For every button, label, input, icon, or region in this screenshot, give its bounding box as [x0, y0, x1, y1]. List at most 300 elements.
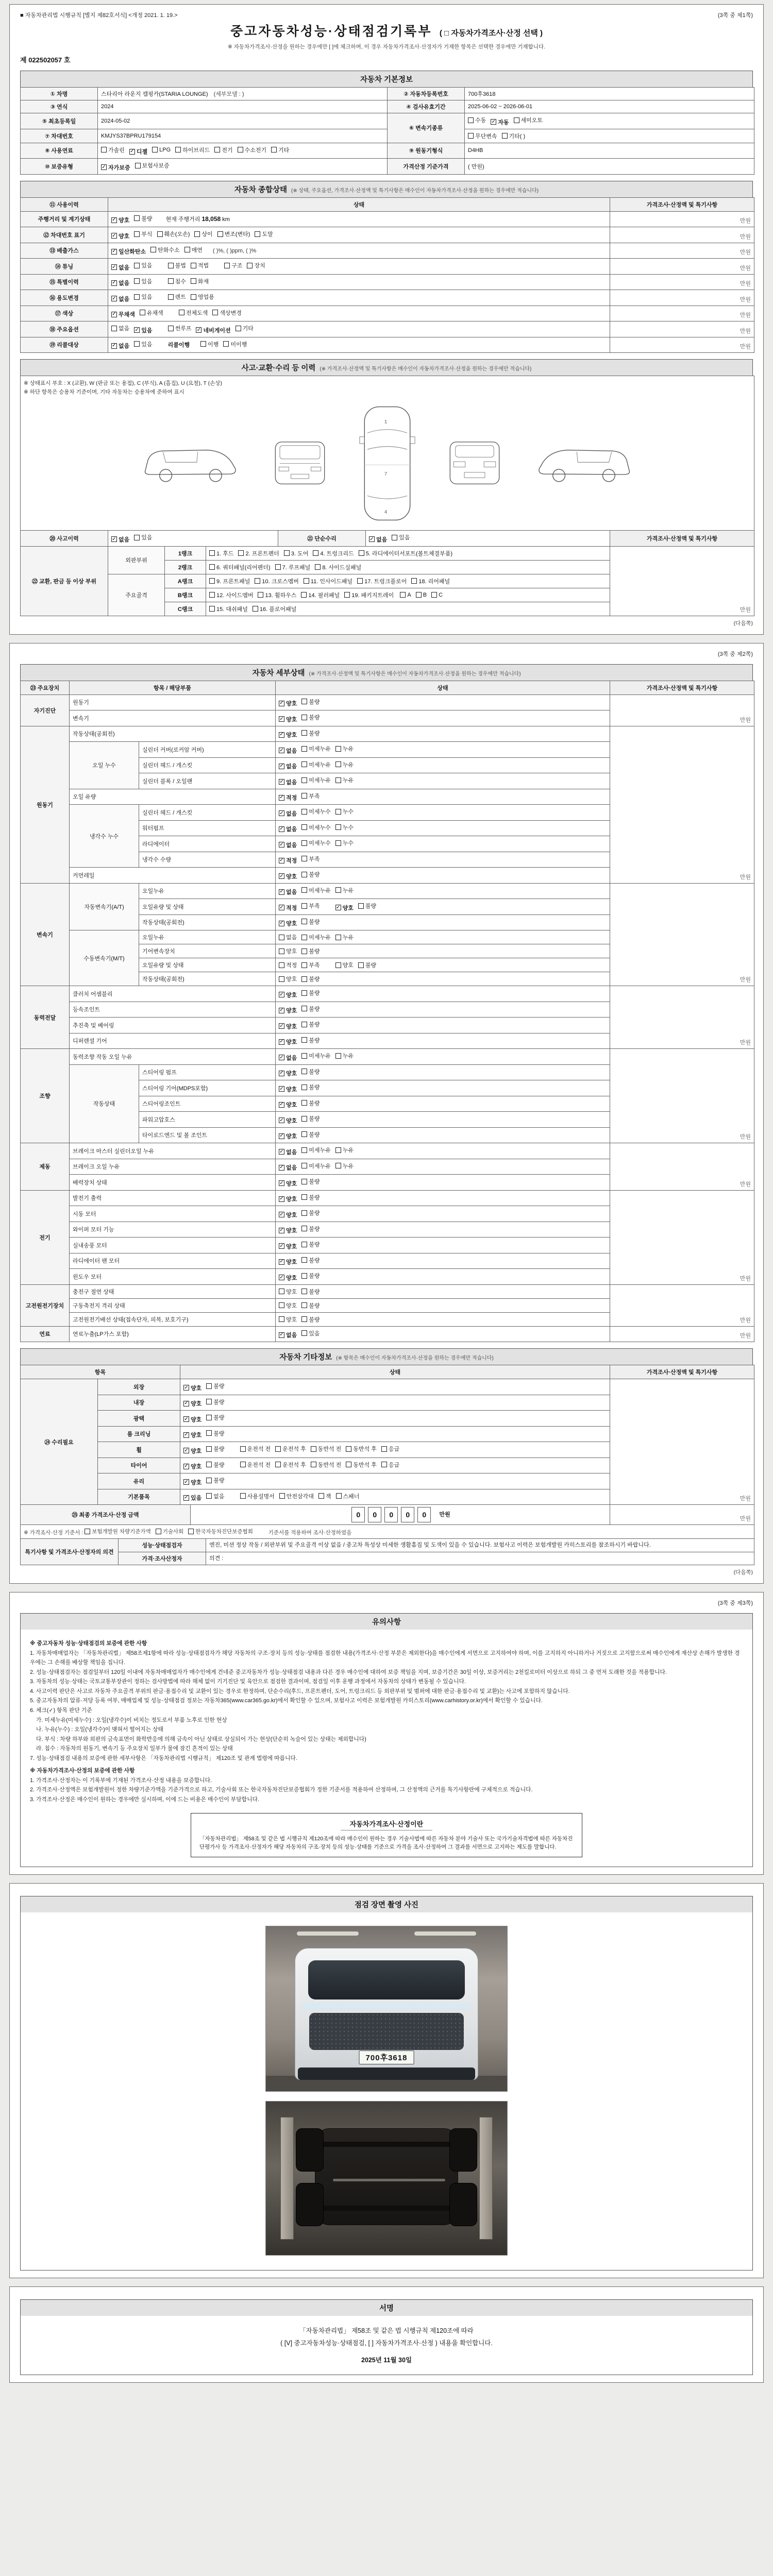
checkbox-box-icon: [175, 147, 181, 152]
checkbox-있음[interactable]: [134, 533, 152, 541]
car-diagram-rear-icon: [441, 434, 508, 493]
checkbox-label: 하이브리드: [182, 147, 210, 154]
checkbox-변조(변타)[interactable]: [217, 230, 250, 238]
checkbox-기술사회[interactable]: [156, 1528, 184, 1535]
checkbox-불량[interactable]: [301, 1240, 320, 1248]
checkbox-수소전기[interactable]: [238, 146, 267, 154]
final-price-digit-boxes: [350, 1512, 432, 1518]
row-label-tuning: ⑭ 튜닝: [21, 259, 108, 275]
checkbox-불량[interactable]: [134, 214, 152, 223]
checkbox-label: 양호: [286, 1102, 297, 1108]
checkbox-없음[interactable]: [279, 825, 297, 833]
checkbox-label: 양호: [342, 905, 354, 911]
text-line: 다. 부식 : 차량 하부와 외판의 금속표면이 화학반응에 의해 금속이 아닌 상태로 상실되어 가는 현상(단순히 녹슬어 있는 상태는 제외합니다): [30, 1736, 366, 1742]
checkbox-자가보증[interactable]: [101, 163, 130, 172]
checkbox-label: 없음: [119, 296, 130, 302]
checkbox-부족[interactable]: [301, 961, 320, 969]
checkbox-label: 렌트: [175, 294, 186, 300]
checkbox-불량[interactable]: [301, 1256, 320, 1264]
group-label-steering: 조향: [21, 1049, 70, 1143]
checkbox-영업용[interactable]: [191, 293, 214, 301]
checkbox-운전석-전[interactable]: [240, 1445, 271, 1453]
checkbox-스패너[interactable]: [336, 1492, 360, 1500]
checkbox-양호[interactable]: [279, 1006, 297, 1014]
checkbox-box-icon: [301, 1330, 307, 1336]
checkbox-양호[interactable]: [279, 872, 297, 880]
checkbox-누수[interactable]: [335, 839, 354, 847]
checkbox-19.-패키지트레이[interactable]: [344, 591, 394, 599]
item-label: 기어변속장치: [139, 944, 276, 958]
checkbox-있음[interactable]: [301, 1329, 320, 1337]
photos-body: [20, 1912, 753, 2270]
checkbox-양호[interactable]: [279, 1242, 297, 1250]
checkbox-누유[interactable]: [335, 744, 354, 753]
checkbox-16.-플로어패널[interactable]: [253, 605, 296, 613]
checkbox-label: 미세누수: [309, 809, 331, 815]
checkbox-전기[interactable]: [214, 146, 232, 154]
checkbox-없음[interactable]: [206, 1492, 224, 1500]
wheel: [296, 2128, 324, 2172]
text-line: 가. 미세누유(미세누수) : 오일(냉각수)이 비치는 정도로서 부품 노후로 인한 현상: [30, 1717, 227, 1723]
checkbox-양호[interactable]: [279, 1274, 297, 1282]
checkbox-불량[interactable]: [301, 1005, 320, 1013]
checkbox-불량[interactable]: [301, 713, 320, 721]
checkbox-없음[interactable]: [111, 535, 129, 544]
checkbox-없음[interactable]: [111, 324, 129, 332]
checkbox-무단변속[interactable]: [468, 132, 497, 140]
checkbox-불량[interactable]: [206, 1476, 224, 1484]
checkbox-양호[interactable]: [279, 1132, 297, 1140]
checkbox-누유[interactable]: [335, 933, 354, 941]
checkbox-유채색[interactable]: [140, 309, 163, 317]
checkbox-box-icon: [431, 592, 437, 598]
checkbox-양호[interactable]: [279, 919, 297, 927]
checkbox-box-icon: [255, 578, 260, 584]
checkbox-미세누수[interactable]: [301, 839, 331, 847]
price-cell: 만원: [610, 211, 754, 227]
checkbox-없음[interactable]: [279, 747, 297, 755]
checkbox-미이행[interactable]: [223, 340, 247, 348]
checkbox-상이[interactable]: [194, 230, 212, 238]
checkbox-미세누유[interactable]: [301, 886, 331, 894]
checkbox-있음[interactable]: [134, 340, 152, 348]
checkbox-불량[interactable]: [301, 1177, 320, 1185]
checkbox-있음[interactable]: [134, 326, 152, 334]
checkbox-없음[interactable]: [279, 1163, 297, 1172]
vehicle-name: 스타리아 라운지 캠핑카(STARIA LOUNGE): [101, 91, 208, 97]
checkbox-네비게이션[interactable]: [196, 326, 230, 334]
checkbox-동반석-후[interactable]: [346, 1461, 377, 1469]
checkbox-label: 있음: [141, 263, 153, 269]
checkbox-없음[interactable]: [279, 762, 297, 770]
checkbox-box-icon: [301, 1316, 307, 1322]
checkbox-box-icon: [301, 1069, 307, 1074]
price-cell: 만원: [610, 1049, 754, 1143]
checkbox-B[interactable]: [416, 592, 427, 598]
checkbox-5.-라디에이터서포트(볼트체결부품)[interactable]: [359, 549, 452, 557]
checkbox-보험개발원-차량기준가액[interactable]: [85, 1528, 151, 1535]
svg-text:4: 4: [384, 509, 388, 515]
checkbox-label: 미세누유: [309, 761, 331, 768]
checkbox-12.-사이드멤버[interactable]: [209, 591, 253, 599]
checkbox-8.-사이드실패널[interactable]: [315, 563, 361, 571]
checkbox-미세누유[interactable]: [301, 1146, 331, 1154]
checkbox-불량[interactable]: [301, 918, 320, 926]
checkbox-불량[interactable]: [301, 1067, 320, 1076]
checkbox-있음[interactable]: [183, 1494, 201, 1502]
price-cell: 만원: [610, 1379, 754, 1505]
checkbox-불량[interactable]: [301, 989, 320, 997]
checkbox-양호[interactable]: [279, 1315, 297, 1324]
checkbox-없음[interactable]: [111, 279, 129, 287]
checkbox-이행[interactable]: [200, 340, 219, 348]
checkbox-하이브리드[interactable]: [175, 146, 210, 154]
checkbox-불량[interactable]: [301, 1287, 320, 1296]
checkbox-양호[interactable]: [279, 1038, 297, 1046]
checkbox-누수[interactable]: [335, 807, 354, 816]
checkbox-box-icon: [502, 133, 508, 139]
checkbox-응급[interactable]: [381, 1461, 399, 1469]
checkbox-양호[interactable]: [279, 715, 297, 723]
checkbox-box-icon: [275, 564, 281, 570]
checkbox-양호[interactable]: [279, 1085, 297, 1093]
checkbox-양호[interactable]: [183, 1384, 201, 1392]
checkbox-양호[interactable]: [279, 731, 297, 739]
checkbox-보험사보증[interactable]: [135, 161, 170, 170]
checkbox-누유[interactable]: [335, 760, 354, 769]
checkbox-잭[interactable]: [318, 1492, 331, 1500]
checkbox-운전석-후[interactable]: [275, 1445, 306, 1453]
checkbox-안전삼각대[interactable]: [279, 1492, 314, 1500]
checkbox-label: 구조: [231, 263, 243, 269]
checkbox-양호[interactable]: [183, 1447, 201, 1455]
checkbox-label: 없음: [119, 264, 130, 271]
checkbox-label: 없음: [286, 1165, 297, 1171]
checkbox-없음[interactable]: [279, 1054, 297, 1062]
checkbox-양호[interactable]: [279, 1287, 297, 1296]
checkbox-15.-대쉬패널[interactable]: [209, 605, 248, 613]
checkbox-양호[interactable]: [279, 699, 297, 707]
checkbox-적정[interactable]: [279, 904, 297, 912]
checkbox-적정[interactable]: [279, 856, 297, 865]
checkbox-불량[interactable]: [206, 1413, 224, 1421]
checkbox-미세누유[interactable]: [301, 1162, 331, 1170]
checkbox-불량[interactable]: [301, 1036, 320, 1044]
checkbox-11.-인사이드패널[interactable]: [304, 577, 352, 585]
checkbox-사용설명서[interactable]: [240, 1492, 275, 1500]
price-cell: 만원: [610, 1143, 754, 1191]
checkbox-label: 양호: [286, 1243, 297, 1250]
checkbox-box-icon: [301, 1084, 307, 1090]
checkbox-동반석-후[interactable]: [346, 1445, 377, 1453]
checkbox-불량[interactable]: [301, 1130, 320, 1139]
checkbox-양호[interactable]: [335, 904, 354, 912]
checkbox-box-icon: [301, 935, 307, 940]
checkbox-썬루프[interactable]: [168, 324, 192, 332]
checkbox-부족[interactable]: [301, 792, 320, 800]
checkbox-없음[interactable]: [111, 342, 129, 350]
item-label: 커먼레일: [70, 868, 276, 884]
checkbox-양호[interactable]: [279, 1226, 297, 1234]
field-label: ⑥ 변속기종류: [388, 113, 465, 143]
emission-values: ( )%, ( )ppm, ( )%: [212, 248, 257, 254]
checkbox-없음[interactable]: [111, 263, 129, 272]
checkbox-box-icon: [279, 948, 284, 954]
checkbox-양호[interactable]: [279, 1100, 297, 1109]
checkbox-C[interactable]: [431, 592, 443, 598]
checkbox-A[interactable]: [400, 592, 411, 598]
checkbox-box-icon: [301, 1163, 307, 1168]
checkbox-불량[interactable]: [301, 1272, 320, 1280]
checkbox-불량[interactable]: [358, 902, 376, 910]
photo-underside-view: [265, 2101, 508, 2256]
checkbox-양호[interactable]: [279, 1022, 297, 1030]
checkbox-미세누유[interactable]: [301, 744, 331, 753]
tuning-checks: [111, 261, 157, 272]
rankA-label: A랭크: [165, 574, 206, 588]
checkbox-box-icon: ✓: [112, 536, 116, 542]
checkbox-box-icon: [311, 1446, 316, 1452]
checkbox-불량[interactable]: [301, 698, 320, 706]
checkbox-운전석-후[interactable]: [275, 1461, 306, 1469]
state-checks-b: [335, 901, 381, 912]
mileage-checks: [111, 216, 157, 223]
checkbox-불량[interactable]: [301, 1083, 320, 1091]
checkbox-17.-트렁크플로어[interactable]: [357, 577, 407, 585]
checkbox-6.-쿼터패널(리어펜더)[interactable]: [209, 563, 271, 571]
checkbox-4.-트렁크리드[interactable]: [313, 549, 354, 557]
checkbox-미세누유[interactable]: [301, 760, 331, 769]
checkbox-없음[interactable]: [279, 888, 297, 896]
item-label: 등속조인트: [70, 1002, 276, 1018]
state-checks: [276, 1002, 610, 1018]
checkbox-없음[interactable]: [279, 933, 297, 941]
checkbox-box-icon: [238, 550, 244, 556]
checkbox-있음[interactable]: [134, 293, 152, 301]
checkbox-불량[interactable]: [358, 961, 376, 969]
checkbox-10.-크로스멤버[interactable]: [255, 577, 298, 585]
checkbox-label: 보험개발원 차량기준가액: [92, 1529, 151, 1535]
section-title-signature: 서명: [20, 2299, 753, 2316]
checkbox-box-icon: [301, 1194, 307, 1200]
checkbox-불량[interactable]: [301, 729, 320, 737]
checkbox-세미오토[interactable]: [514, 116, 543, 124]
checkbox-불량[interactable]: [301, 1301, 320, 1310]
checkbox-적정[interactable]: [279, 961, 297, 969]
checkbox-기타[interactable]: [271, 146, 289, 154]
checkbox-수동[interactable]: [468, 116, 486, 124]
checkbox-가솔린[interactable]: [101, 146, 125, 154]
checkbox-양호[interactable]: [279, 947, 297, 955]
checkbox-누유[interactable]: [335, 1162, 354, 1170]
checkbox-9.-프론트패널[interactable]: [209, 577, 250, 585]
checkbox-미세누수[interactable]: [301, 807, 331, 816]
checkbox-부족[interactable]: [301, 855, 320, 863]
state-checks: [276, 1112, 610, 1128]
checkbox-없음[interactable]: [369, 535, 387, 544]
checkbox-디젤[interactable]: [129, 147, 147, 156]
rankC-label: C랭크: [165, 602, 206, 616]
checkbox-13.-휠하우스[interactable]: [258, 591, 296, 599]
checkbox-양호[interactable]: [111, 232, 129, 240]
state-checks: [276, 773, 610, 789]
sub-label-operation: 작동상태: [70, 1064, 139, 1143]
checkbox-불량[interactable]: [206, 1429, 224, 1437]
checkbox-양호[interactable]: [183, 1415, 201, 1423]
state-checks: [276, 972, 610, 986]
checkbox-1.-후드[interactable]: [209, 549, 233, 557]
checkbox-7.-루프패널[interactable]: [275, 563, 311, 571]
checkbox-불량[interactable]: [206, 1398, 224, 1406]
checkbox-불량[interactable]: [301, 1225, 320, 1233]
checkbox-양호[interactable]: [183, 1431, 201, 1439]
checkbox-양호[interactable]: [279, 1069, 297, 1077]
checkbox-불량[interactable]: [301, 947, 320, 955]
checkbox-부족[interactable]: [301, 902, 320, 910]
checkbox-14.-필러패널[interactable]: [301, 591, 340, 599]
checkbox-미세누수[interactable]: [301, 823, 331, 832]
checkbox-미세누유[interactable]: [301, 776, 331, 784]
checkbox-label: 미세누유: [309, 935, 331, 941]
photo-front-view: [265, 1926, 508, 2092]
checkbox-양호[interactable]: [279, 1301, 297, 1310]
price-digit: 0: [351, 1507, 365, 1522]
checkbox-적정[interactable]: [279, 793, 297, 802]
checkbox-18.-리어패널[interactable]: [411, 577, 450, 585]
checkbox-box-icon: ✓: [279, 1243, 284, 1249]
checkbox-장치[interactable]: [247, 261, 265, 269]
checkbox-label: 훼손(오손): [164, 231, 190, 238]
checkbox-없음[interactable]: [279, 841, 297, 849]
checkbox-일산화탄소[interactable]: [111, 247, 146, 256]
checkbox-LPG[interactable]: [152, 147, 171, 153]
checkbox-없음[interactable]: [279, 1148, 297, 1156]
checkbox-불량[interactable]: [301, 1193, 320, 1201]
text-line: ※ 자동차가격조사·산정의 보증에 관한 사항: [30, 1768, 135, 1774]
checkbox-box-icon: [206, 1415, 212, 1420]
checkbox-불량[interactable]: [301, 1114, 320, 1123]
item-label: 스티어링조인트: [139, 1096, 276, 1112]
checkbox-box-icon: [279, 1493, 285, 1499]
checkbox-label: 부족: [309, 793, 320, 800]
checkbox-있음[interactable]: [134, 277, 152, 285]
checkbox-적법[interactable]: [191, 261, 209, 269]
checkbox-없음[interactable]: [111, 295, 129, 303]
state-checks: [276, 958, 610, 972]
basic-items-checks: [183, 1492, 229, 1503]
checkbox-탄화수소[interactable]: [150, 246, 180, 254]
wheel: [449, 2128, 477, 2172]
checkbox-2.-프론트펜더[interactable]: [238, 549, 279, 557]
checkbox-3.-도어[interactable]: [284, 549, 308, 557]
item-label: 클러치 어셈블리: [70, 986, 276, 1002]
checkbox-있음[interactable]: [134, 261, 152, 269]
checkbox-무채색[interactable]: [111, 310, 135, 318]
checkbox-미세누유[interactable]: [301, 933, 331, 941]
group-label-brake: 제동: [21, 1143, 70, 1191]
checkbox-양호[interactable]: [279, 1116, 297, 1125]
checkbox-한국자동차진단보증협회[interactable]: [188, 1528, 253, 1535]
checkbox-누유[interactable]: [335, 1146, 354, 1154]
checkbox-양호[interactable]: [183, 1399, 201, 1408]
checkbox-누유[interactable]: [335, 776, 354, 784]
checkbox-불량[interactable]: [301, 870, 320, 878]
checkbox-부식[interactable]: [134, 230, 152, 238]
checkbox-불량[interactable]: [206, 1382, 224, 1390]
checkbox-box-icon: [392, 535, 397, 540]
checkbox-도말[interactable]: [255, 230, 273, 238]
checkbox-전체도색[interactable]: [179, 309, 208, 317]
van-grille: [309, 2013, 464, 2050]
checkbox-기타[interactable]: [236, 324, 254, 332]
checkbox-양호[interactable]: [279, 1211, 297, 1219]
checkbox-양호[interactable]: [183, 1462, 201, 1470]
checkbox-동반석-전[interactable]: [311, 1461, 342, 1469]
checkbox-label: 기타: [278, 147, 290, 154]
checkbox-렌트[interactable]: [168, 293, 186, 301]
checkbox-불량[interactable]: [301, 1020, 320, 1028]
checkbox-기타(-)[interactable]: [502, 132, 526, 140]
checkbox-화재[interactable]: [191, 277, 209, 285]
checkbox-응급[interactable]: [381, 1445, 399, 1453]
checkbox-구조[interactable]: [224, 261, 242, 269]
usage-change-checks: [111, 292, 157, 303]
checkbox-양호[interactable]: [279, 991, 297, 999]
checkbox-불량[interactable]: [301, 1315, 320, 1324]
checkbox-없음[interactable]: [279, 778, 297, 786]
checkbox-동반석-전[interactable]: [311, 1445, 342, 1453]
checkbox-box-icon: [301, 1053, 307, 1059]
checkbox-매연[interactable]: [184, 246, 203, 254]
checkbox-box-icon: [335, 746, 341, 752]
checkbox-불량[interactable]: [206, 1445, 224, 1453]
checkbox-양호[interactable]: [279, 975, 297, 983]
checkbox-누수[interactable]: [335, 823, 354, 832]
checkbox-양호[interactable]: [279, 1195, 297, 1203]
checkbox-box-icon: [191, 263, 196, 268]
final-price-table: [20, 1504, 754, 1539]
checkbox-불량[interactable]: [206, 1461, 224, 1469]
checkbox-운전석-전[interactable]: [240, 1461, 271, 1469]
checkbox-훼손(오손)[interactable]: [157, 230, 190, 238]
price-box-title: 자동차가격조사·산정이란: [341, 1819, 432, 1831]
checkbox-미세누유[interactable]: [301, 1052, 331, 1060]
checkbox-없음[interactable]: [279, 809, 297, 818]
checkbox-양호[interactable]: [183, 1478, 201, 1486]
checkbox-있음[interactable]: [392, 533, 410, 541]
checkbox-양호[interactable]: [111, 216, 129, 224]
checkbox-불법[interactable]: [168, 261, 186, 269]
checkbox-box-icon: ✓: [279, 1117, 284, 1123]
checkbox-label: 없음: [213, 1493, 225, 1500]
checkbox-자동[interactable]: [491, 118, 509, 126]
checkbox-불량[interactable]: [301, 1099, 320, 1107]
checkbox-label: 있음: [141, 535, 153, 541]
checkbox-불량[interactable]: [301, 975, 320, 983]
checkbox-양호[interactable]: [335, 961, 354, 969]
checkbox-불량[interactable]: [301, 1209, 320, 1217]
checkbox-양호[interactable]: [279, 1179, 297, 1188]
checkbox-양호[interactable]: [279, 1258, 297, 1266]
checkbox-색상변경[interactable]: [212, 309, 242, 317]
checkbox-누유[interactable]: [335, 886, 354, 894]
checkbox-누유[interactable]: [335, 1052, 354, 1060]
page-3: [9, 1592, 764, 1875]
checkbox-box-icon: [335, 824, 341, 830]
checkbox-label: 3. 도어: [291, 550, 309, 557]
checkbox-침수[interactable]: [168, 277, 186, 285]
checkbox-없음[interactable]: [279, 1331, 297, 1339]
